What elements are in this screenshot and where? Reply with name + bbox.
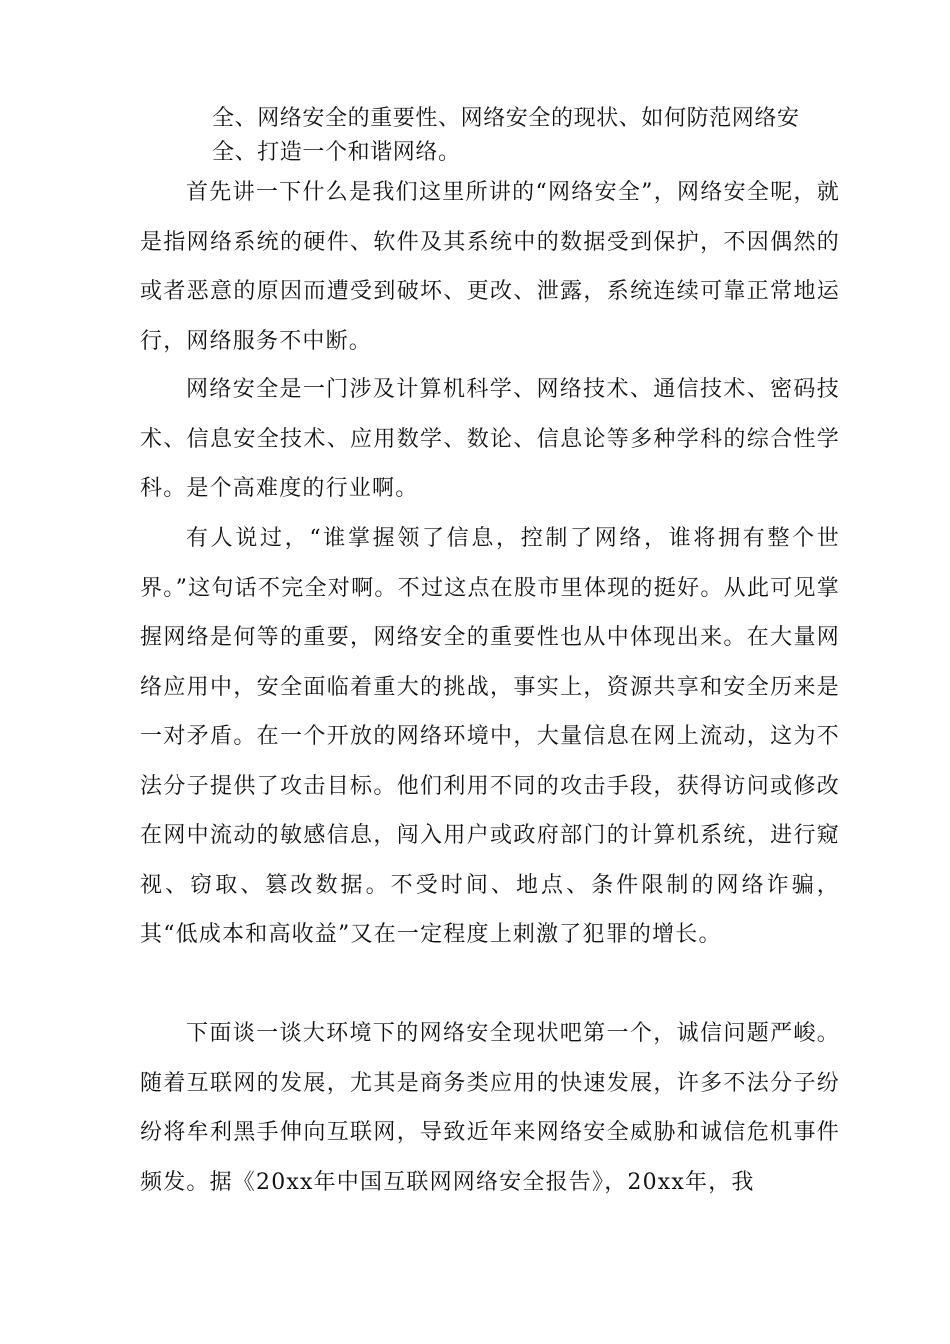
paragraph-current-situation: 下面谈一谈大环境下的网络安全现状吧第一个，诚信问题严峻。随着互联网的发展，尤其是商务类应用的快速发展，许多不法分子纷纷将牟利黑手伸向互联网，导致近年来网络安全威胁和诚信危机事件频发。据《20xx年中国互联网网络安全报告》，20xx年，我 <box>140 1021 840 1195</box>
paragraph-importance-of-security: 有人说过，“谁掌握领了信息，控制了网络，谁将拥有整个世界。”这句话不完全对啊。不过这点在股市里体现的挺好。从此可见掌握网络是何等的重要，网络安全的重要性也从中体现出来。在大量网络应用中，安全面临着重大的挑战，事实上，资源共享和安全历来是一对矛盾。在一个开放的网络环境中，大量信息在网上流动，这为不法分子提供了攻击目标。他们利用不同的攻击手段，获得访问或修改在网中流动的敏感信息，闯入用户或政府部门的计算机系统，进行窥视、窃取、篡改数据。不受时间、地点、条件限制的网络诈骗，其“低成本和高收益”又在一定程度上刺激了犯罪的增长。 <box>140 526 840 947</box>
intro-continuation-text: 全、网络安全的重要性、网络安全的现状、如何防范网络安全、打造一个和谐网络。 <box>212 106 800 165</box>
paragraph-network-security-definition: 首先讲一下什么是我们这里所讲的“网络安全”，网络安全呢，就是指网络系统的硬件、软件及其系统中的数据受到保护，不因偶然的或者恶意的原因而遭受到破坏、更改、泄露，系统连续可靠正常地运行，网络服务不中断。 <box>140 180 840 354</box>
paragraph-interdisciplinary-field: 网络安全是一门涉及计算机科学、网络技术、通信技术、密码技术、信息安全技术、应用数学、数论、信息论等多种学科的综合性学科。是个高难度的行业啊。 <box>140 377 840 501</box>
